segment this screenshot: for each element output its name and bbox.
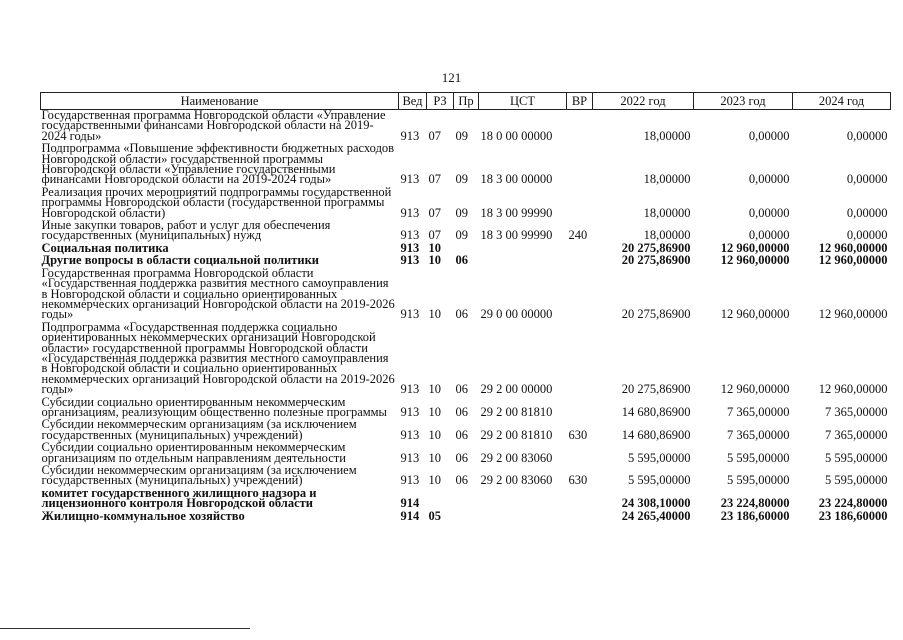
row-vr: 630 <box>568 427 588 442</box>
row-rz: 07 <box>428 228 441 243</box>
row-value-2024: 23 186,60000 <box>818 508 888 523</box>
table-row <box>41 187 891 220</box>
row-cst: 18 3 00 99990 <box>480 205 553 220</box>
header-pr: Пр <box>454 93 479 110</box>
header-vr: ВР <box>567 93 593 110</box>
row-rz: 07 <box>428 172 441 187</box>
row-value-2023: 0,00000 <box>748 228 790 243</box>
row-value-2022: 20 275,86900 <box>621 382 691 397</box>
row-value-2023: 7 365,00000 <box>727 427 790 442</box>
bottom-rule <box>0 628 250 629</box>
row-ved: 913 <box>400 427 420 442</box>
row-cst: 18 0 00 00000 <box>480 128 553 143</box>
row-value-2023: 23 224,80000 <box>720 496 790 511</box>
row-ved: 913 <box>400 240 420 255</box>
row-value-2022: 5 595,00000 <box>628 473 691 488</box>
row-rz: 07 <box>428 128 441 143</box>
table-row <box>41 268 891 322</box>
row-name: комитет государственного жилищного надзора и лицензионного контроля Новгородской области <box>41 485 317 511</box>
row-vr <box>567 322 593 397</box>
row-value-2024: 12 960,00000 <box>818 307 888 322</box>
row-value-2023: 0,00000 <box>748 128 790 143</box>
row-cst <box>479 255 567 267</box>
row-pr: 09 <box>455 128 468 143</box>
row-ved: 913 <box>400 473 420 488</box>
row-pr: 09 <box>455 172 468 187</box>
row-pr: 09 <box>455 228 468 243</box>
row-pr: 06 <box>455 427 468 442</box>
row-cst: 29 2 00 00000 <box>480 382 553 397</box>
budget-table <box>40 92 891 523</box>
row-value-2024: 0,00000 <box>846 205 888 220</box>
header-2024: 2024 год <box>793 93 891 110</box>
row-rz: 10 <box>428 404 441 419</box>
row-value-2023: 7 365,00000 <box>727 404 790 419</box>
row-value-2024: 0,00000 <box>846 128 888 143</box>
row-cst: 29 2 00 81810 <box>480 427 553 442</box>
row-value-2024: 23 224,80000 <box>818 496 888 511</box>
row-vr: 240 <box>568 228 588 243</box>
row-value-2024: 0,00000 <box>846 228 888 243</box>
row-vr <box>567 143 593 187</box>
row-pr: 06 <box>455 382 468 397</box>
row-vr <box>567 397 593 420</box>
row-rz: 10 <box>428 307 441 322</box>
header-rz: РЗ <box>427 93 454 110</box>
row-vr <box>567 442 593 465</box>
row-ved: 914 <box>400 496 420 511</box>
table-row <box>41 220 891 243</box>
row-pr <box>454 488 479 511</box>
header-2022: 2022 год <box>593 93 694 110</box>
row-ved: 913 <box>400 228 420 243</box>
row-name: Государственная программа Новгородской области «Государственная поддержка развития местного самоуправления в Новгородской области и социально ориентированных некоммерческих организаций Новгородской области на 2019-2026 годы» <box>41 265 395 322</box>
row-value-2022: 20 275,86900 <box>621 307 691 322</box>
table-body <box>41 110 891 524</box>
row-value-2022: 18,00000 <box>643 128 691 143</box>
table-row <box>41 419 891 442</box>
row-ved: 913 <box>400 172 420 187</box>
row-value-2023: 12 960,00000 <box>720 253 790 268</box>
table-row <box>41 322 891 397</box>
table-row <box>41 143 891 187</box>
header-cst: ЦСТ <box>479 93 567 110</box>
row-ved: 913 <box>400 382 420 397</box>
table-row <box>41 110 891 144</box>
row-name: Иные закупки товаров, работ и услуг для обеспечения государственных (муниципальных) нужд <box>41 218 331 243</box>
row-name: Реализация прочих мероприятий подпрограммы государственной программы Новгородской области (государственной программы Новгородской области) <box>41 184 392 220</box>
row-cst: 29 2 00 83060 <box>480 450 553 465</box>
page-number: 121 <box>441 70 462 85</box>
row-vr <box>567 110 593 144</box>
row-value-2023: 5 595,00000 <box>727 450 790 465</box>
row-rz: 10 <box>428 473 441 488</box>
row-pr: 06 <box>455 473 468 488</box>
row-vr <box>567 255 593 267</box>
row-vr <box>567 268 593 322</box>
row-name: Подпрограмма «Государственная поддержка социально ориентированных некоммерческих организаций Новгородской области» государственной программы Новгородской области «Государственная поддержка развития местного самоуправления в Новгородской области и социально ориентированных некоммерческих организаций Новгородской области на 2019-2026 годы» <box>41 319 395 397</box>
row-cst: 18 3 00 00000 <box>480 172 553 187</box>
row-pr: 06 <box>455 307 468 322</box>
row-value-2023: 0,00000 <box>748 205 790 220</box>
row-value-2022: 20 275,86900 <box>621 253 691 268</box>
row-cst <box>479 488 567 511</box>
row-rz: 10 <box>428 253 441 268</box>
header-name: Наименование <box>41 93 399 110</box>
row-pr: 06 <box>455 253 468 268</box>
row-name: Жилищно-коммунальное хозяйство <box>41 508 245 523</box>
table-row <box>41 465 891 488</box>
row-value-2023: 12 960,00000 <box>720 307 790 322</box>
row-value-2022: 5 595,00000 <box>628 450 691 465</box>
row-value-2024: 12 960,00000 <box>818 382 888 397</box>
row-value-2022: 14 680,86900 <box>621 404 691 419</box>
row-name: Социальная политика <box>41 240 169 255</box>
row-vr <box>567 187 593 220</box>
table-row <box>41 488 891 511</box>
header-ved: Вед <box>399 93 427 110</box>
row-cst: 29 2 00 81810 <box>480 404 553 419</box>
row-vr: 630 <box>568 473 588 488</box>
row-ved: 913 <box>400 253 420 268</box>
row-vr <box>567 488 593 511</box>
row-name: Другие вопросы в области социальной политики <box>41 253 319 268</box>
header-2023: 2023 год <box>694 93 793 110</box>
row-cst: 29 0 00 00000 <box>480 307 553 322</box>
row-rz: 10 <box>428 450 441 465</box>
row-ved: 913 <box>400 307 420 322</box>
row-value-2023: 0,00000 <box>748 172 790 187</box>
row-rz: 10 <box>428 240 441 255</box>
row-ved: 914 <box>400 508 420 523</box>
table-row <box>41 511 891 523</box>
row-pr <box>454 511 479 523</box>
row-name: Субсидии некоммерческим организациям (за исключением государственных (муниципальных) учреждений) <box>41 463 357 488</box>
row-rz: 07 <box>428 205 441 220</box>
row-rz <box>427 488 454 511</box>
row-value-2024: 5 595,00000 <box>825 450 888 465</box>
row-value-2024: 0,00000 <box>846 172 888 187</box>
row-ved: 913 <box>400 404 420 419</box>
row-value-2022: 18,00000 <box>643 205 691 220</box>
row-value-2022: 18,00000 <box>643 228 691 243</box>
row-ved: 913 <box>400 128 420 143</box>
row-name: Субсидии некоммерческим организациям (за исключением государственных (муниципальных) учреждений) <box>41 417 357 442</box>
row-value-2024: 7 365,00000 <box>825 427 888 442</box>
row-ved: 913 <box>400 205 420 220</box>
row-value-2023: 12 960,00000 <box>720 240 790 255</box>
row-value-2022: 14 680,86900 <box>621 427 691 442</box>
row-cst: 29 2 00 83060 <box>480 473 553 488</box>
row-value-2022: 24 308,10000 <box>621 496 691 511</box>
row-cst <box>479 511 567 523</box>
row-pr: 06 <box>455 404 468 419</box>
row-ved: 913 <box>400 450 420 465</box>
row-value-2023: 5 595,00000 <box>727 473 790 488</box>
row-vr <box>567 243 593 255</box>
row-value-2022: 24 265,40000 <box>621 508 691 523</box>
row-value-2024: 5 595,00000 <box>825 473 888 488</box>
row-value-2023: 12 960,00000 <box>720 382 790 397</box>
row-value-2024: 12 960,00000 <box>818 240 888 255</box>
row-name: Субсидии социально ориентированным некоммерческим организациям по отдельным направлениям деятельности <box>41 440 346 465</box>
row-rz: 10 <box>428 382 441 397</box>
row-value-2023: 23 186,60000 <box>720 508 790 523</box>
row-name: Подпрограмма «Повышение эффективности бюджетных расходов Новгородской области» государственной программы Новгородской области «Управление государственными финансами Новгородской области на 2019-2024 годы» <box>41 141 395 187</box>
table-header-row <box>41 93 891 110</box>
row-name: Государственная программа Новгородской области «Управление государственными финансами Новгородской области на 2019-2024 годы» <box>41 108 386 143</box>
row-rz: 10 <box>428 427 441 442</box>
table-row <box>41 442 891 465</box>
row-cst: 18 3 00 99990 <box>480 228 553 243</box>
row-name: Субсидии социально ориентированным некоммерческим организациям, реализующим общественно полезные программы <box>41 394 387 419</box>
row-pr: 06 <box>455 450 468 465</box>
row-rz: 05 <box>428 508 441 523</box>
table-row <box>41 397 891 420</box>
row-value-2022: 20 275,86900 <box>621 240 691 255</box>
row-vr <box>567 511 593 523</box>
row-cst <box>479 243 567 255</box>
row-value-2022: 18,00000 <box>643 172 691 187</box>
row-value-2024: 12 960,00000 <box>818 253 888 268</box>
row-pr: 09 <box>455 205 468 220</box>
row-value-2024: 7 365,00000 <box>825 404 888 419</box>
